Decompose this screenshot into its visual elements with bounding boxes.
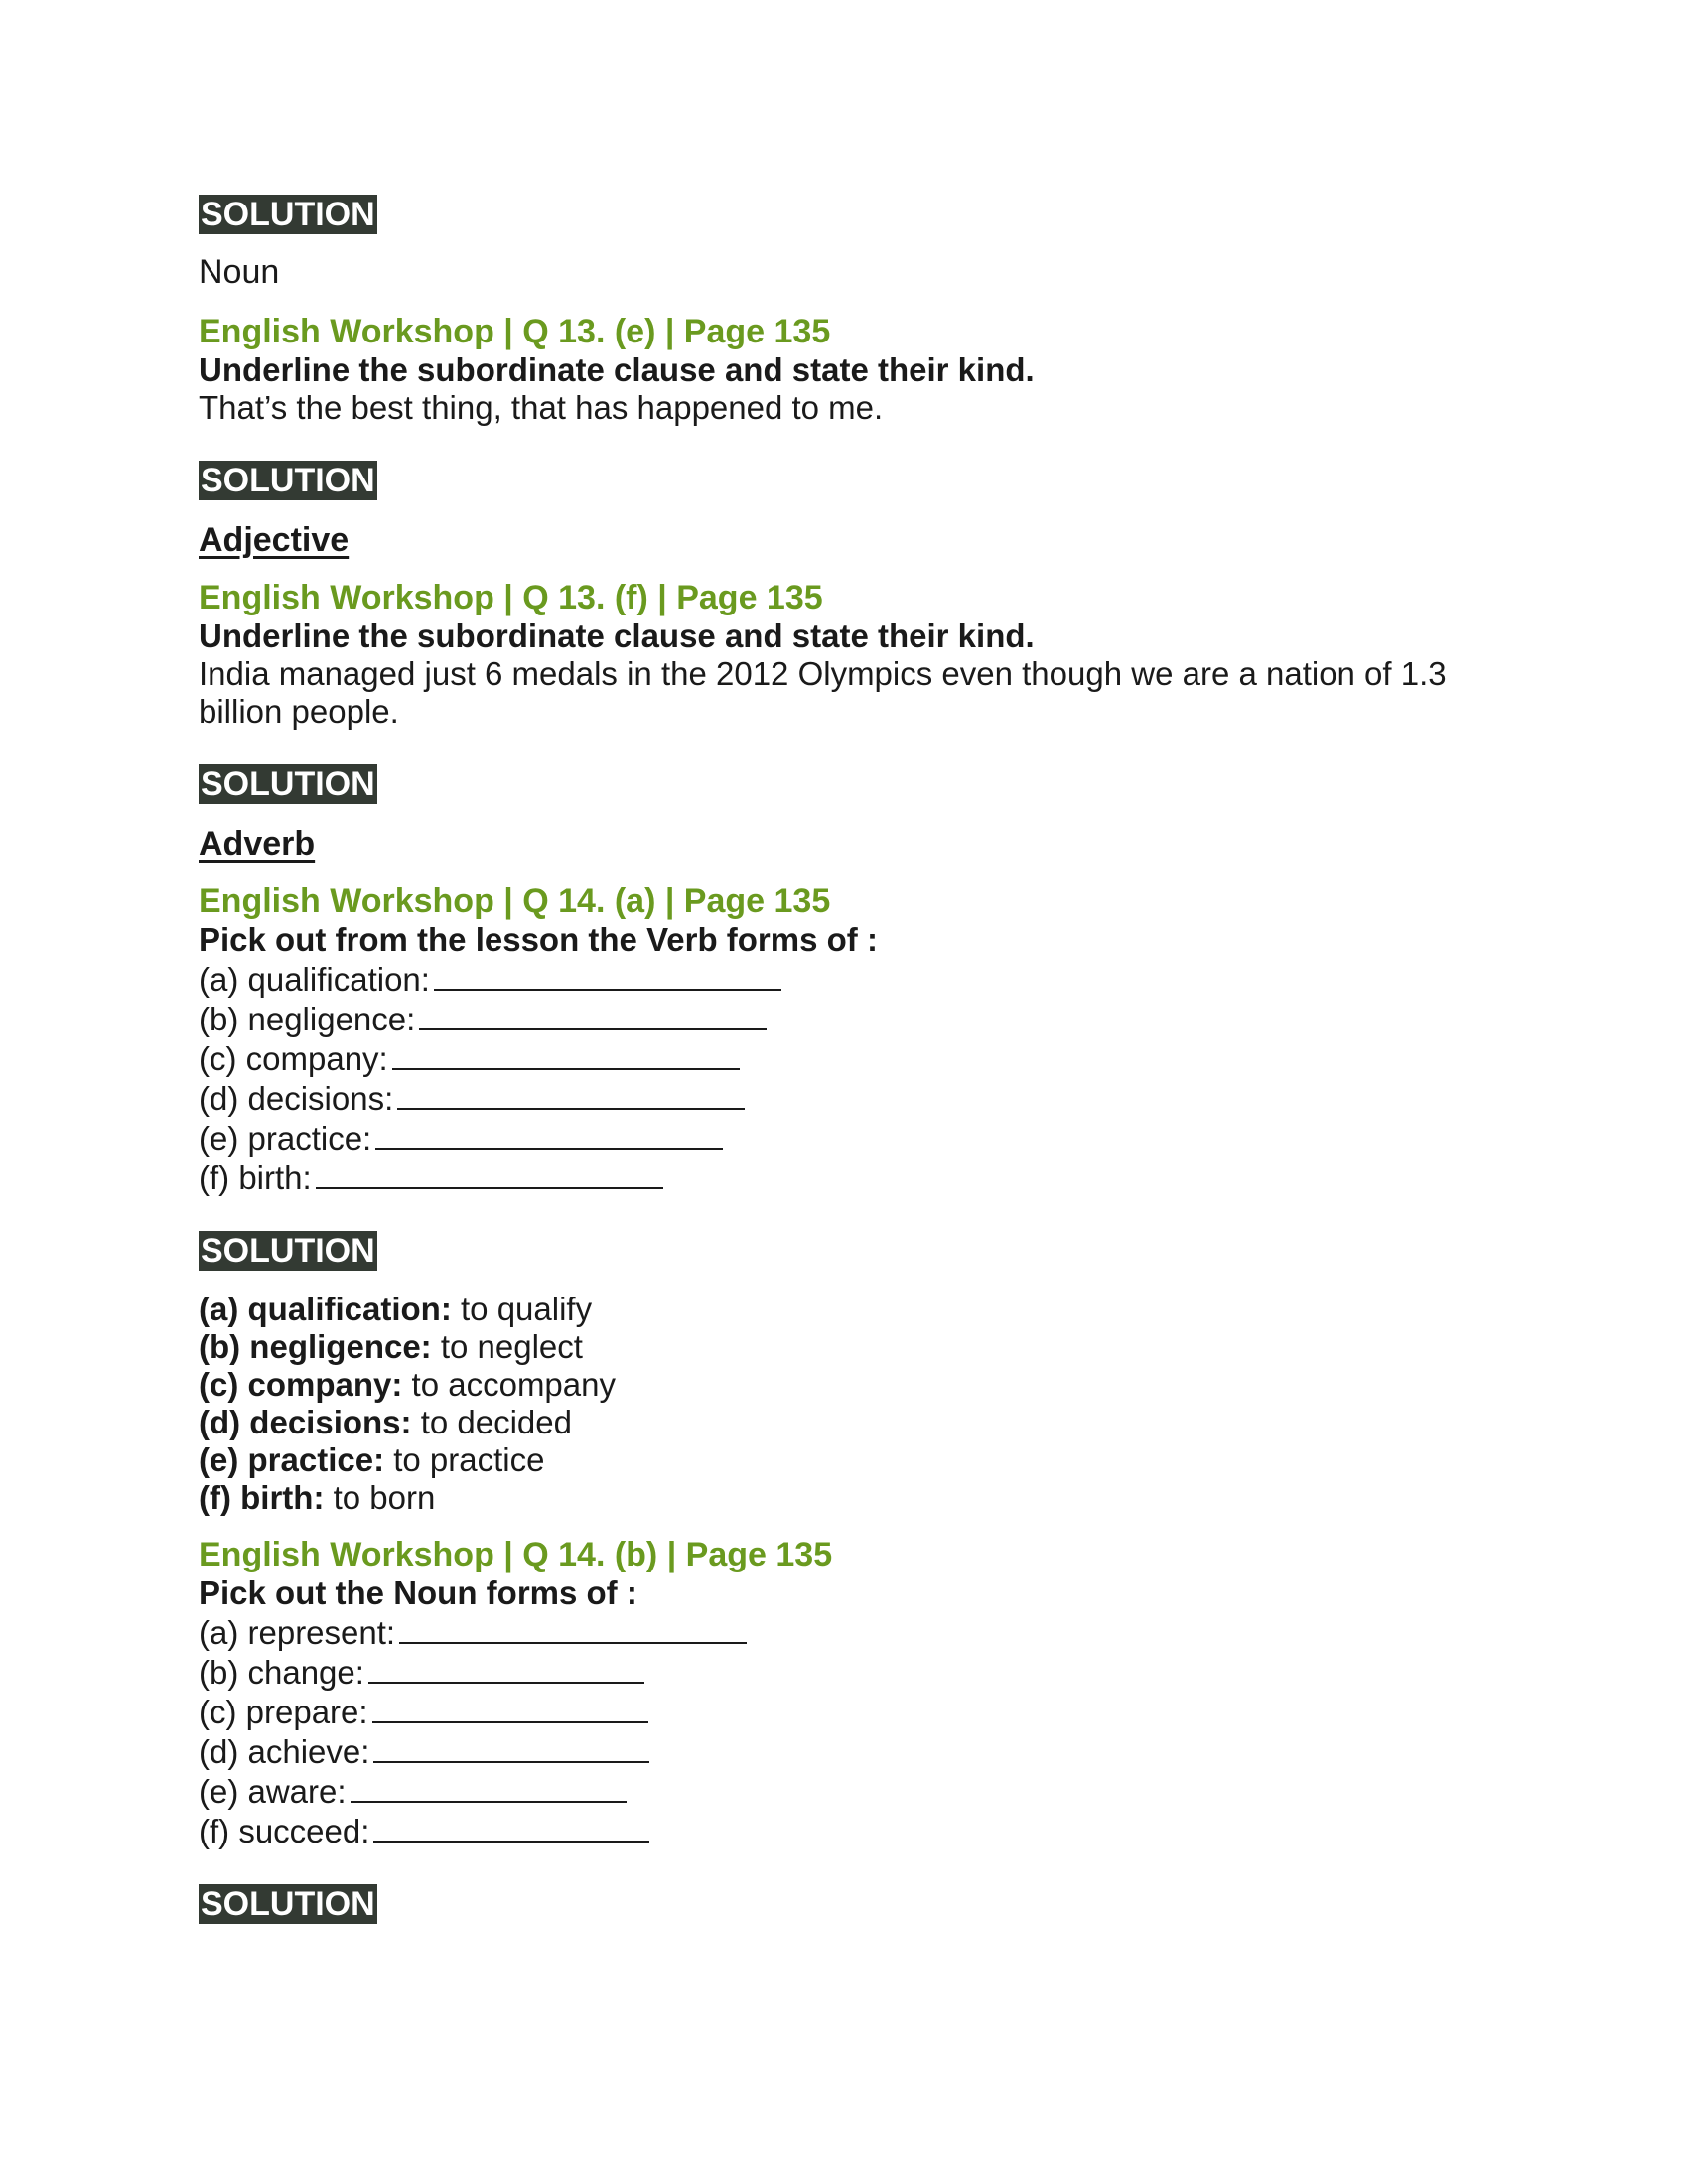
answer-blank[interactable]: [399, 1612, 747, 1644]
list-item: (f) birth:: [199, 1158, 1489, 1197]
solution-header-4: [199, 1231, 1489, 1271]
answer-blank[interactable]: [368, 1652, 644, 1684]
list-item: (e) aware:: [199, 1771, 1489, 1811]
verb-forms-list: [199, 959, 1489, 1197]
answer-blank[interactable]: [316, 1158, 663, 1189]
list-item: (a) represent:: [199, 1612, 1489, 1652]
question-text-13e: That’s the best thing, that has happened to me.: [199, 389, 884, 426]
question-heading-13f: English Workshop | Q 13. (f) | Page 135: [199, 579, 823, 616]
list-item: (a) qualification:: [199, 959, 1489, 999]
question-text-13f: India managed just 6 medals in the 2012 Olympics even though we are a nation of 1.3 billion people.: [199, 655, 1447, 730]
question-prompt-14b: Pick out the Noun forms of :: [199, 1574, 637, 1611]
answer-blank[interactable]: [434, 959, 781, 991]
list-item: (c) prepare:: [199, 1692, 1489, 1731]
solution-header-5: [199, 1884, 1489, 1924]
list-item: (b) negligence: to neglect: [199, 1328, 583, 1365]
answer-blank[interactable]: [373, 1811, 649, 1843]
answer-blank[interactable]: [419, 999, 767, 1030]
list-item: (e) practice:: [199, 1118, 1489, 1158]
solution-badge: SOLUTION: [201, 765, 375, 803]
solution-header-1: [199, 195, 1489, 234]
noun-forms-list: [199, 1612, 1489, 1850]
solution-answer-adjective: Adjective: [199, 521, 350, 559]
answer-blank[interactable]: [372, 1692, 648, 1723]
question-prompt-14a: Pick out from the lesson the Verb forms of :: [199, 921, 878, 958]
list-item: (a) qualification: to qualify: [199, 1291, 593, 1327]
answer-blank[interactable]: [373, 1731, 649, 1763]
answer-blank[interactable]: [375, 1118, 723, 1150]
verb-forms-solution-list: [199, 1291, 1489, 1517]
list-item: (d) decisions: to decided: [199, 1404, 572, 1440]
question-heading-14b: English Workshop | Q 14. (b) | Page 135: [199, 1536, 833, 1573]
answer-blank[interactable]: [392, 1038, 740, 1070]
list-item: (b) negligence:: [199, 999, 1489, 1038]
answer-blank[interactable]: [351, 1771, 627, 1803]
solution-badge: SOLUTION: [201, 1232, 375, 1270]
solution-badge: SOLUTION: [201, 462, 375, 499]
question-heading-14a: English Workshop | Q 14. (a) | Page 135: [199, 883, 831, 920]
question-prompt-13e: Underline the subordinate clause and state their kind.: [199, 351, 1035, 388]
solution-header-2: [199, 461, 1489, 500]
list-item: (d) decisions:: [199, 1078, 1489, 1118]
list-item: (e) practice: to practice: [199, 1441, 545, 1478]
list-item: (b) change:: [199, 1652, 1489, 1692]
solution-answer-noun: Noun: [199, 253, 280, 291]
solution-badge: SOLUTION: [201, 196, 375, 233]
list-item: (f) birth: to born: [199, 1479, 436, 1516]
list-item: (f) succeed:: [199, 1811, 1489, 1850]
solution-answer-adverb: Adverb: [199, 825, 316, 863]
worksheet-page: [199, 195, 1489, 1924]
answer-blank[interactable]: [397, 1078, 745, 1110]
question-heading-13e: English Workshop | Q 13. (e) | Page 135: [199, 313, 831, 350]
list-item: (d) achieve:: [199, 1731, 1489, 1771]
solution-badge: SOLUTION: [201, 1885, 375, 1923]
question-prompt-13f: Underline the subordinate clause and state their kind.: [199, 617, 1035, 654]
solution-header-3: [199, 764, 1489, 804]
list-item: (c) company:: [199, 1038, 1489, 1078]
list-item: (c) company: to accompany: [199, 1366, 616, 1403]
